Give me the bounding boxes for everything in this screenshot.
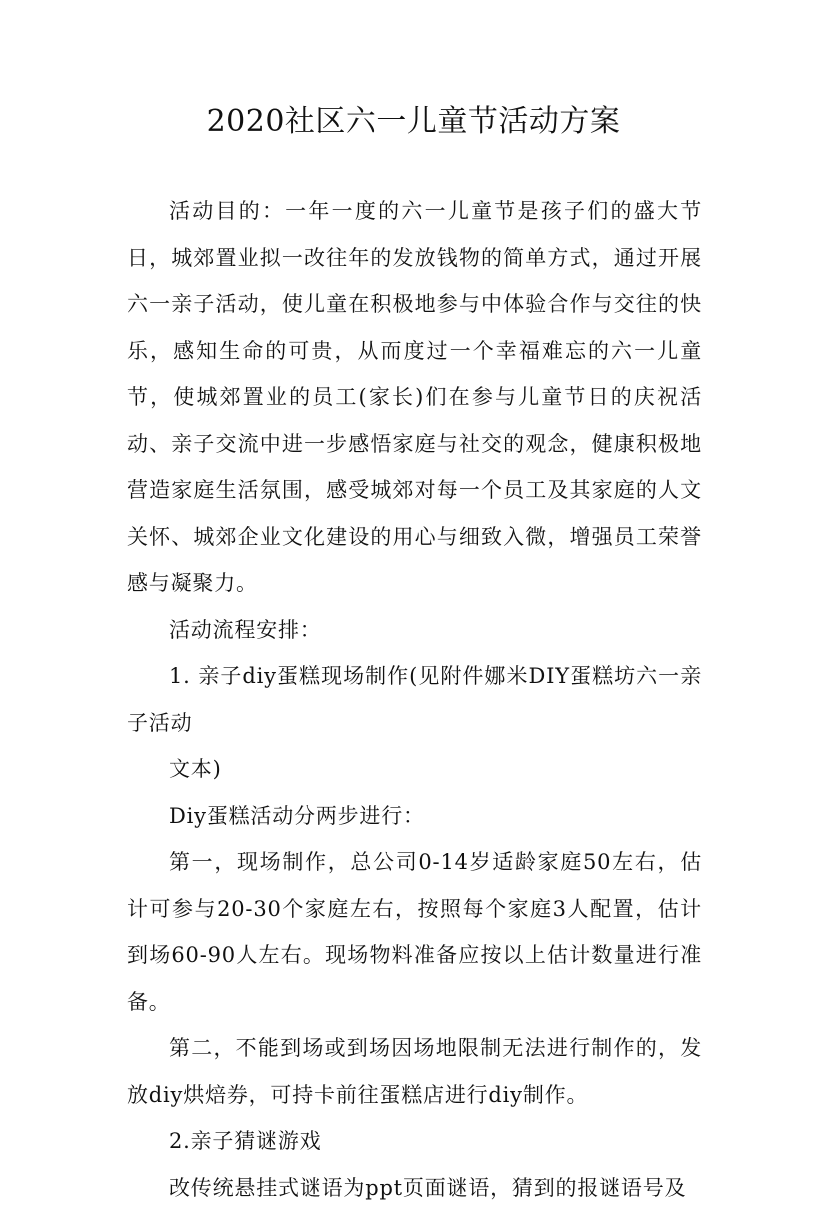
paragraph-item-1: 1. 亲子diy蛋糕现场制作(见附件娜米DIY蛋糕坊六一亲子活动 [127, 653, 702, 746]
document-body [127, 188, 702, 1211]
paragraph-step-one: 第一，现场制作，总公司0-14岁适龄家庭50左右，估计可参与20-30个家庭左右，按照每个家庭3人配置，估计到场60-90人左右。现场物料准备应按以上估计数量进行准备。 [127, 839, 702, 1025]
paragraph-item-1-continued: 文本) [127, 746, 702, 793]
paragraph-diy-steps: Diy蛋糕活动分两步进行： [127, 793, 702, 840]
paragraph-purpose: 活动目的：一年一度的六一儿童节是孩子们的盛大节日，城郊置业拟一改往年的发放钱物的简单方式，通过开展六一亲子活动，使儿童在积极地参与中体验合作与交往的快乐，感知生命的可贵，从而度过一个幸福难忘的六一儿童节，使城郊置业的员工(家长)们在参与儿童节日的庆祝活动、亲子交流中进一步感悟家庭与社交的观念，健康积极地营造家庭生活氛围，感受城郊对每一个员工及其家庭的人文关怀、城郊企业文化建设的用心与细致入微，增强员工荣誉感与凝聚力。 [127, 188, 702, 607]
document-title: 2020社区六一儿童节活动方案 [0, 98, 827, 146]
paragraph-riddle-description: 改传统悬挂式谜语为ppt页面谜语，猜到的报谜语号及 [127, 1165, 702, 1211]
paragraph-item-2: 2.亲子猜谜游戏 [127, 1118, 702, 1165]
paragraph-schedule-heading: 活动流程安排： [127, 607, 702, 654]
paragraph-step-two: 第二，不能到场或到场因场地限制无法进行制作的，发放diy烘焙券，可持卡前往蛋糕店进行diy制作。 [127, 1025, 702, 1118]
